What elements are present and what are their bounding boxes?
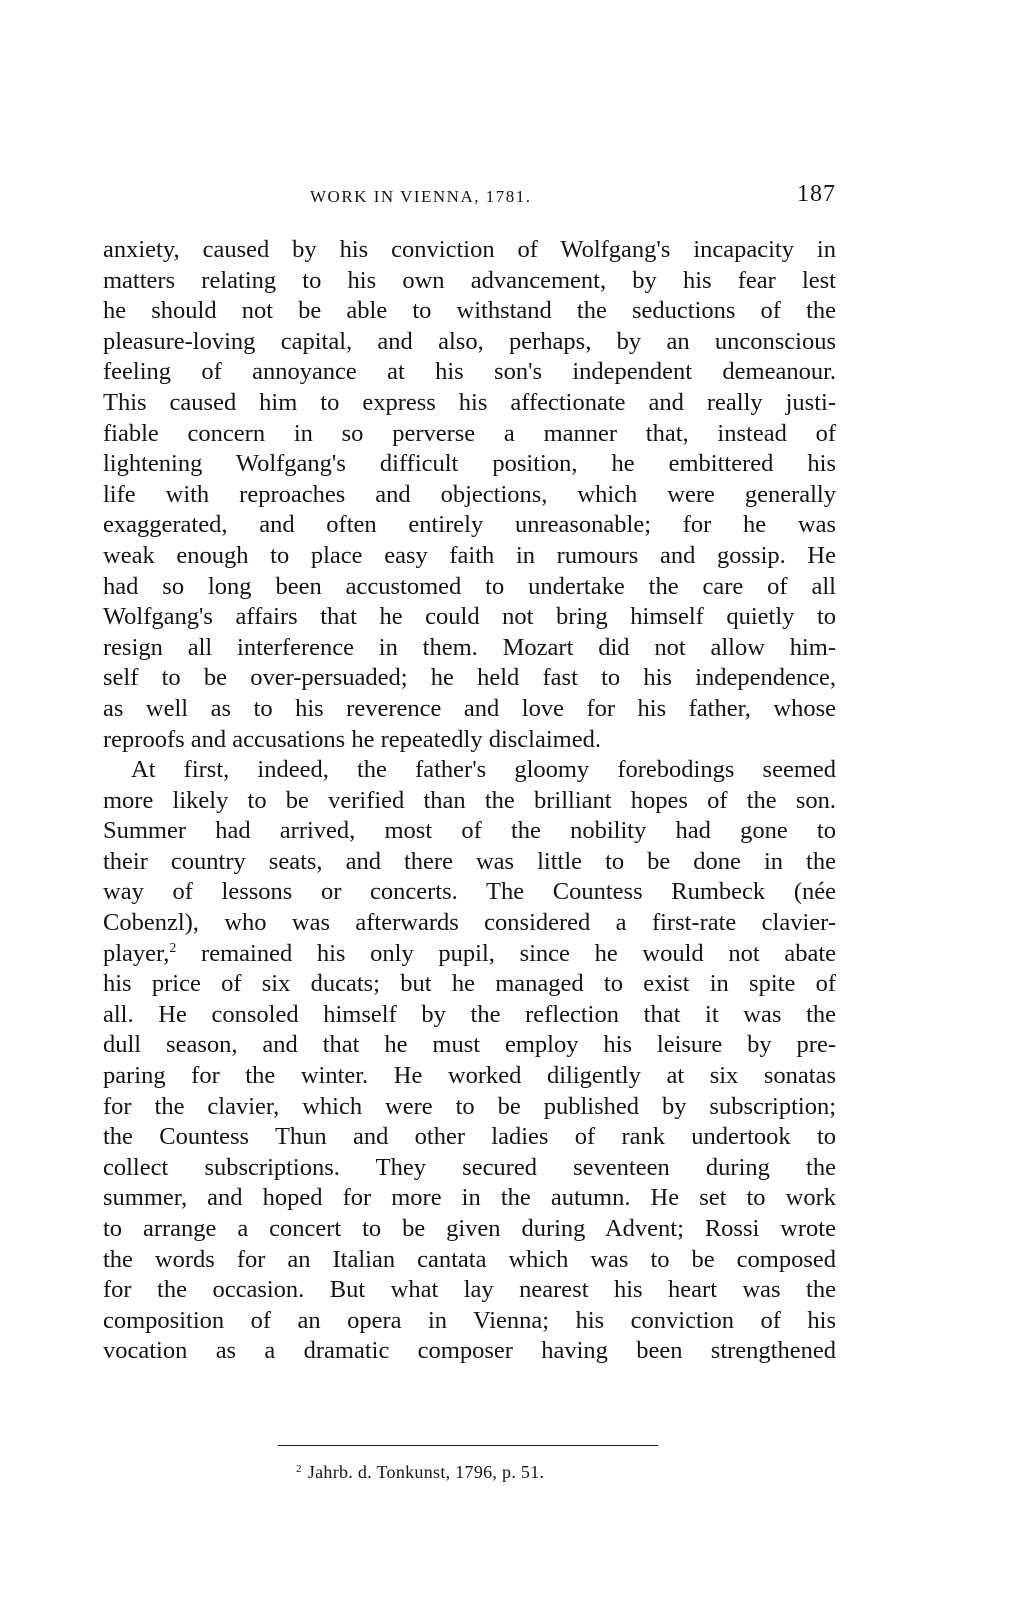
text-line: anxiety, caused by his conviction of Wolfgang's incapacity in <box>103 236 836 263</box>
text-line: paring for the winter. He worked diligently at six sonatas <box>103 1062 836 1090</box>
text-line: lightening Wolfgang's difficult position, he embittered his <box>103 450 836 478</box>
text-line: vocation as a dramatic composer having been strengthened <box>103 1337 836 1365</box>
text-line: more likely to be verified than the brilliant hopes of the son. <box>103 786 836 814</box>
footnote-text: Jahrb. d. Tonkunst, 1796, p. 51. <box>307 1462 545 1482</box>
text-line: fiable concern in so perverse a manner that, instead of <box>103 419 836 447</box>
text-line: matters relating to his own advancement, by his fear lest <box>103 266 836 294</box>
text-line: reproofs and accusations he repeatedly disclaimed. <box>103 725 601 753</box>
text-line: resign all interference in them. Mozart did not allow him- <box>103 633 836 661</box>
text-line: way of lessons or concerts. The Countess Rumbeck (née <box>103 878 836 906</box>
text-line: This caused him to express his affectionate and really justi- <box>103 388 836 416</box>
footnote <box>296 1462 544 1483</box>
text-line: weak enough to place easy faith in rumours and gossip. He <box>103 541 836 569</box>
text-line: the words for an Italian cantata which was to be composed <box>103 1245 836 1273</box>
text-line: dull season, and that he must employ his leisure by pre- <box>103 1031 836 1059</box>
footnote-mark: 2 <box>296 1463 302 1475</box>
text-line: At first, indeed, the father's gloomy forebodings seemed <box>131 756 836 784</box>
footnote-reference: 2 <box>169 940 177 956</box>
text-line: had so long been accustomed to undertake the care of all <box>103 572 836 600</box>
text-line: their country seats, and there was little to be done in the <box>103 847 836 875</box>
text-line: composition of an opera in Vienna; his conviction of his <box>103 1306 836 1334</box>
text-line: feeling of annoyance at his son's independent demeanour. <box>103 358 836 386</box>
running-head <box>100 181 840 217</box>
text-line: Wolfgang's affairs that he could not bring himself quietly to <box>103 603 836 631</box>
text-line: summer, and hoped for more in the autumn. He set to work <box>103 1184 836 1212</box>
footnote-divider <box>278 1445 658 1446</box>
text-line: the Countess Thun and other ladies of rank undertook to <box>103 1123 836 1151</box>
text-line: exaggerated, and often entirely unreasonable; for he was <box>103 511 836 539</box>
text-fragment: remained his only pupil, since he would not abate <box>201 939 836 967</box>
text-line: his price of six ducats; but he managed to exist in spite of <box>103 970 836 998</box>
text-line: for the occasion. But what lay nearest his heart was the <box>103 1276 836 1304</box>
text-line: life with reproaches and objections, which were generally <box>103 480 836 508</box>
text-line: pleasure-loving capital, and also, perhaps, by an unconscious <box>103 327 836 355</box>
text-line: to arrange a concert to be given during Advent; Rossi wrote <box>103 1215 836 1242</box>
text-line: for the clavier, which were to be published by subscription; <box>103 1092 836 1120</box>
page-number: 187 <box>797 181 836 207</box>
text-line: Cobenzl), who was afterwards considered a first-rate clavier- <box>103 909 836 937</box>
body-text <box>103 235 836 1367</box>
text-line: all. He consoled himself by the reflection that it was the <box>103 1000 836 1028</box>
text-fragment: player, <box>103 939 170 967</box>
text-line: self to be over-persuaded; he held fast to his independence, <box>103 664 836 692</box>
text-line-with-footnote <box>103 939 836 970</box>
running-title: WORK IN VIENNA, 1781. <box>310 187 532 206</box>
text-line: he should not be able to withstand the seductions of the <box>103 297 836 325</box>
text-line: Summer had arrived, most of the nobility had gone to <box>103 817 836 845</box>
text-line: as well as to his reverence and love for his father, whose <box>103 694 836 722</box>
text-line: collect subscriptions. They secured seventeen during the <box>103 1153 836 1181</box>
